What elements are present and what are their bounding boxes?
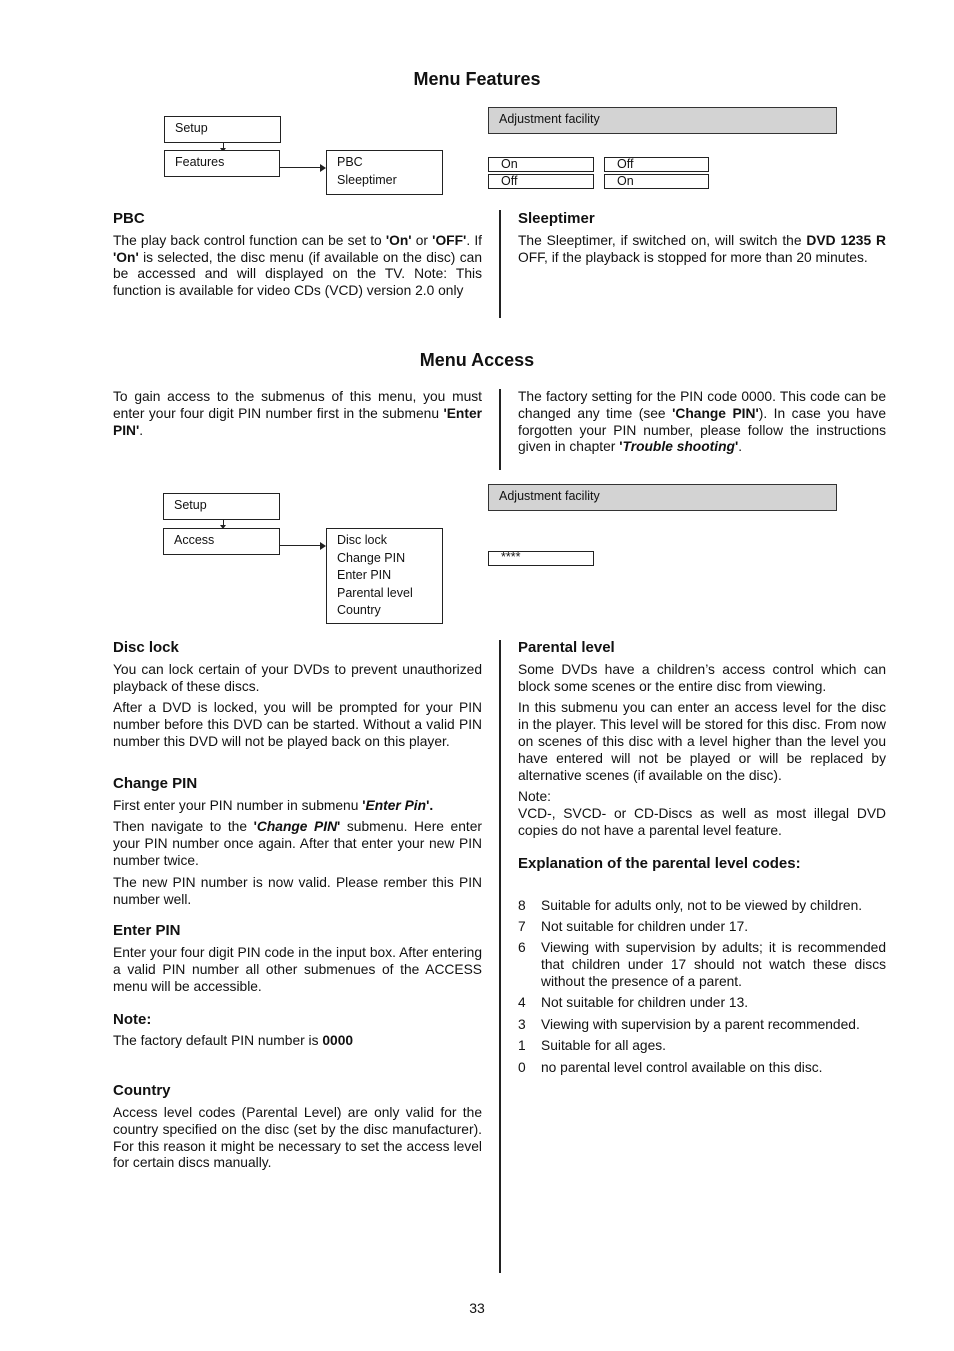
parental-code-number: 4 [518, 995, 526, 1011]
change-pin-heading: Change PIN [113, 774, 198, 792]
features-submenu-box [326, 150, 443, 195]
enter-pin-heading: Enter PIN [113, 922, 181, 940]
parental-code-description: Suitable for adults only, not to be viewed by children. [541, 897, 863, 913]
pbc-section [113, 211, 482, 300]
parental-code-description: Viewing with supervision by a parent recommended. [541, 1016, 860, 1032]
parental-code-item [518, 995, 886, 1012]
column-divider [499, 389, 501, 470]
page-number: 33 [469, 1300, 485, 1316]
parental-codes-list [518, 898, 886, 1077]
change-pin-text: The new PIN number is now valid. Please rember this PIN number well. [113, 874, 482, 907]
parental-code-number: 7 [518, 918, 526, 934]
submenu-item-change-pin: Change PIN [337, 550, 406, 565]
parental-code-description: Not suitable for children under 13. [541, 995, 749, 1011]
submenu-item-pbc: PBC [337, 155, 363, 169]
parental-code-item [518, 940, 886, 990]
note-text: The factory default PIN number is 0000 [113, 1033, 354, 1049]
access-intro-left [113, 389, 482, 439]
disc-lock-text: You can lock certain of your DVDs to prevent unauthorized playback of these discs. [113, 661, 482, 694]
codes-heading: Explanation of the parental level codes: [518, 854, 801, 872]
parental-level-note: Note: VCD-, SVCD- or CD-Discs as well as most illegal DVD copies do not have a parental level feature. [518, 789, 886, 838]
parental-code-description: Not suitable for children under 17. [541, 918, 749, 934]
sleeptimer-text: The Sleeptimer, if switched on, will switch the DVD 1235 R OFF, if the playback is stopped for more than 20 minutes. [518, 232, 887, 265]
parental-code-number: 1 [518, 1038, 526, 1054]
option-on: On [604, 174, 709, 189]
access-left-column [113, 640, 482, 1172]
option-off: Off [488, 174, 594, 189]
parental-code-number: 3 [518, 1016, 526, 1032]
parental-code-item [518, 919, 886, 936]
setup-menu-box: Setup [163, 493, 280, 520]
option-off: Off [604, 157, 709, 172]
country-text: Access level codes (Parental Level) are only valid for the country specified on the disc (set by the disc manufacturer). For this reason it might be necessary to set the access level for certain discs manually. [113, 1104, 482, 1171]
features-menu-box: Features [164, 150, 280, 177]
intro-left-text: To gain access to the submenus of this menu, you must enter your four digit PIN number first in the submenu 'Enter PIN'. [113, 389, 482, 438]
country-heading: Country [113, 1082, 171, 1100]
parental-code-item [518, 1060, 886, 1077]
down-arrow-icon [223, 520, 224, 526]
disc-lock-text: After a DVD is locked, you will be prompted for your PIN number before this DVD can be started. Without a valid PIN number this DVD will not be played back on this player. [113, 700, 482, 749]
access-menu-box: Access [163, 528, 280, 555]
change-pin-text: Then navigate to the 'Change PIN' submenu. Here enter your PIN number once again. After that enter your new PIN number twice. [113, 819, 482, 868]
note-heading: Note: [113, 1010, 152, 1028]
enter-pin-text: Enter your four digit PIN code in the input box. After entering a valid PIN number all other submenues of the ACCESS menu will be accessible. [113, 945, 482, 994]
parental-code-description: Viewing with supervision by adults; it is recommended that children under 17 should not watch these discs without the presence of a parent. [541, 940, 886, 989]
parental-level-heading: Parental level [518, 639, 615, 656]
pbc-text: The play back control function can be set to 'On' or 'OFF'. If 'On' is selected, the disc menu (if available on the disc) can be accessed and will displayed on the TV. Note: This function is available for video CDs (VCD) version 2.0 only [113, 232, 482, 299]
submenu-item-sleeptimer: Sleeptimer [337, 172, 397, 187]
change-pin-text: First enter your PIN number in submenu 'Enter Pin'. [113, 797, 434, 813]
right-arrow-icon [280, 167, 324, 168]
sleeptimer-section [518, 211, 886, 266]
adjustment-facility-header: Adjustment facility [488, 484, 837, 511]
column-divider [499, 210, 501, 318]
submenu-item-enter-pin: Enter PIN [337, 568, 392, 582]
pin-input-field: **** [488, 551, 594, 566]
down-arrow-icon [223, 143, 224, 149]
submenu-item-country: Country [337, 603, 381, 617]
parental-code-number: 0 [518, 1059, 526, 1075]
parental-code-number: 6 [518, 940, 526, 956]
submenu-item-parental-level: Parental level [337, 585, 413, 600]
parental-code-description: Suitable for all ages. [541, 1038, 667, 1054]
menu-access-title: Menu Access [419, 350, 535, 370]
intro-right-text: The factory setting for the PIN code 0000. This code can be changed any time (see 'Change PIN'). In case you have forgotten your PIN number, please follow the instructions given in chapter 'Trouble shooting'. [518, 389, 886, 455]
disc-lock-heading: Disc lock [113, 639, 179, 656]
pbc-heading: PBC [113, 210, 145, 227]
access-submenu-box [326, 528, 443, 624]
sleeptimer-heading: Sleeptimer [518, 210, 595, 227]
adjustment-facility-header: Adjustment facility [488, 107, 837, 134]
column-divider [499, 640, 501, 1273]
parental-code-item [518, 1017, 886, 1034]
menu-features-title: Menu Features [413, 69, 541, 89]
parental-code-description: no parental level control available on this disc. [541, 1059, 823, 1075]
option-on: On [488, 157, 594, 172]
access-intro-right [518, 389, 886, 456]
parental-code-number: 8 [518, 897, 526, 913]
parental-level-text: Some DVDs have a children’s access control which can block some scenes or the entire disc from viewing. [518, 661, 886, 694]
right-arrow-icon [280, 545, 324, 546]
parental-code-item [518, 898, 886, 915]
submenu-item-disc-lock: Disc lock [337, 533, 388, 547]
access-right-column [518, 640, 886, 1081]
parental-level-text: In this submenu you can enter an access level for the disc in the player. This level will be stored for this disc. From now on scenes of this disc with a level higher than the level you have entered will not be played or will be replaced by alternative scenes (if available on the disc). [518, 700, 886, 783]
setup-menu-box: Setup [164, 116, 281, 143]
parental-code-item [518, 1038, 886, 1055]
